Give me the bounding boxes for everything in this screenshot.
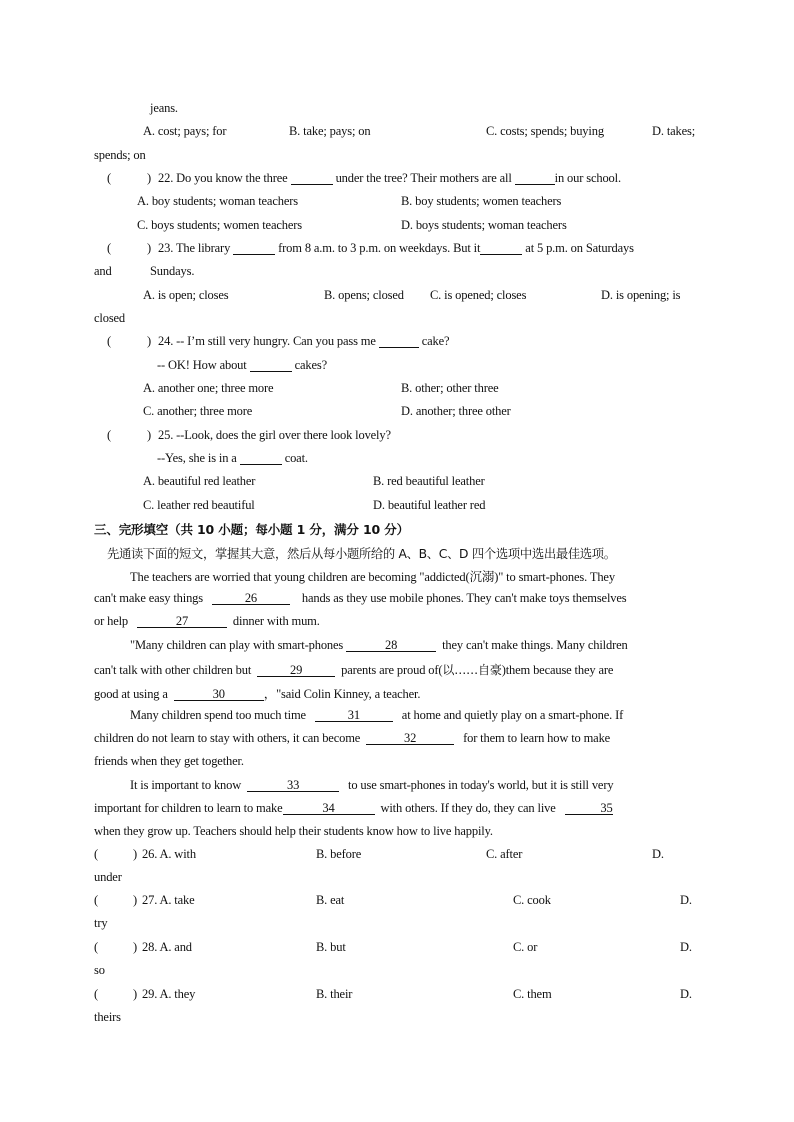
q27-option-c: C. cook [513,893,551,907]
q24-option-c: C. another; three more [143,404,253,418]
passage-text-cjk: 以……自豪 [442,663,502,677]
q28-number: 28. [142,940,158,954]
q24-number: 24. [158,334,174,348]
q25-text-1: --Look, does the girl over there look lovely? [176,428,391,442]
q22-text-2: under the tree? Their mothers are all [335,171,512,185]
passage-p2-line2 [94,661,613,678]
q26-option-a-line [142,847,196,862]
q25-option-d: D. beautiful leather red [373,498,486,512]
q23-text-2: from 8 a.m. to 3 p.m. on weekdays. But it [278,241,481,255]
q24-text-4: cakes? [294,358,327,372]
q23-option-a: A. is open; closes [143,288,229,302]
passage-p2-line3 [94,684,420,702]
blank-35: 35 [565,802,613,815]
q26-paren-open: ( [94,847,99,861]
passage-text: can't talk with other children but [94,663,252,677]
passage-p1-line1: The teachers are worried that young children are becoming "addicted(沉溺)" to smart-phones. They [130,570,615,584]
passage-text: hands as they use mobile phones. They can't make toys themselves [301,591,627,605]
blank-31: 31 [315,709,393,722]
passage-p4-line3: when they grow up. Teachers should help their students know how to live happily. [94,824,493,838]
blank-29: 29 [257,664,335,677]
q21-option-c: C. costs; spends; buying [486,124,604,138]
q29-paren-open: ( [94,987,99,1001]
q22-option-c: C. boys students; women teachers [137,218,302,232]
passage-p1-line3 [94,614,320,629]
q24-paren-open: ( [107,334,112,348]
passage-text: parents are proud of( [341,663,443,677]
q22-text-1: Do you know the three [176,171,288,185]
q29-option-d: D. [680,987,692,1001]
q29-number: 29. [142,987,158,1001]
q27-option-b: B. eat [316,893,345,907]
q23-number: 23. [158,241,174,255]
blank-27: 27 [137,615,227,628]
passage-text: they can't make things. Many children [442,638,628,652]
q22-option-b: B. boy students; women teachers [401,194,562,208]
q25-stem [158,428,391,443]
passage-p3-line3: friends when they get together. [94,754,244,768]
q23-and: and [94,264,112,278]
q23-option-c: C. is opened; closes [430,288,527,302]
q23-option-d: D. is opening; is [601,288,681,302]
q27-option-d: D. [680,893,692,907]
q22-text-3: in our school. [554,171,621,185]
q24-option-d: D. another; three other [401,404,511,418]
q23-option-d-cont: closed [94,311,126,325]
q27-option-d-text: try [94,916,108,930]
passage-text: good at using a [94,687,168,701]
q28-option-a: A. and [159,940,192,954]
q22-blank-1 [291,172,333,185]
q26-option-c: C. after [486,847,523,861]
q24-paren-close: ) [147,334,152,348]
passage-text: can't make easy things [94,591,203,605]
q27-option-a-line [142,893,195,908]
q28-option-d-text: so [94,963,105,977]
blank-30: 30 [174,688,264,701]
blank-32: 32 [366,732,454,745]
blank-34: 34 [283,802,375,815]
q22-number: 22. [158,171,174,185]
q24-text-1: -- I’m still very hungry. Can you pass me [176,334,376,348]
q24-stem [158,334,449,349]
q24-blank-2 [250,359,292,372]
q21-option-b: B. take; pays; on [289,124,371,138]
passage-p2-line1 [130,638,628,653]
q29-option-c: C. them [513,987,552,1001]
q25-paren-open: ( [107,428,112,442]
q25-option-b: B. red beautiful leather [373,474,485,488]
blank-33: 33 [247,779,339,792]
q25-response [157,451,308,466]
q23-sundays: Sundays. [150,264,195,278]
q26-paren-close: ) [133,847,138,861]
q29-option-b: B. their [316,987,353,1001]
q28-option-c: C. or [513,940,538,954]
q26-option-d-text: under [94,870,122,884]
q27-option-a: A. take [159,893,195,907]
q29-option-a: A. they [159,987,196,1001]
q23-text-3: at 5 p.m. on Saturdays [525,241,634,255]
q24-blank-1 [379,335,419,348]
passage-text: dinner with mum. [232,614,320,628]
passage-text: )them because they are [501,663,614,677]
q24-response [157,358,327,373]
q25-paren-close: ) [147,428,152,442]
q22-option-d: D. boys students; woman teachers [401,218,567,232]
passage-text: or help [94,614,129,628]
q26-option-d: D. [652,847,664,861]
q24-text-3: -- OK! How about [157,358,247,372]
q25-number: 25. [158,428,174,442]
q27-number: 27. [142,893,158,907]
passage-p3-line2 [94,731,610,746]
q25-blank [240,452,282,465]
q21-option-a: A. cost; pays; for [143,124,227,138]
q23-text-1: The library [175,241,231,255]
q23-blank-2 [480,242,522,255]
section-instruction: 先通读下面的短文，掌握其大意，然后从每小题所给的 A、B、C、D 四个选项中选出最佳选项。 [107,547,616,561]
q28-option-a-line [142,940,192,955]
q26-option-b: B. before [316,847,362,861]
passage-text: Many children spend too much time [130,708,306,722]
q27-paren-open: ( [94,893,99,907]
passage-text: with others. If they do, they can live [380,801,556,815]
passage-text: ，"said Colin Kinney, a teacher. [263,687,421,701]
q28-paren-open: ( [94,940,99,954]
q25-option-a: A. beautiful red leather [143,474,256,488]
passage-text: for them to learn how to make [463,731,611,745]
q27-paren-close: ) [133,893,138,907]
passage-text: to use smart-phones in today's world, but it is still very [348,778,614,792]
q21-stem-end: jeans. [150,101,178,115]
passage-text: at home and quietly play on a smart-phone. If [401,708,624,722]
q28-paren-close: ) [133,940,138,954]
q22-blank-2 [515,172,555,185]
q28-option-b: B. but [316,940,346,954]
passage-p4-line2 [94,801,613,816]
q24-option-b: B. other; other three [401,381,499,395]
passage-text: It is important to know [130,778,242,792]
q28-option-d: D. [680,940,692,954]
q29-paren-close: ) [133,987,138,1001]
q21-option-d-cont: spends; on [94,148,146,162]
q22-paren-open: ( [107,171,112,185]
q23-paren-close: ) [147,241,152,255]
q24-option-a: A. another one; three more [143,381,274,395]
q25-text-3: coat. [284,451,308,465]
q22-option-a: A. boy students; woman teachers [137,194,298,208]
blank-26: 26 [212,592,290,605]
q24-text-2: cake? [421,334,450,348]
q29-option-a-line [142,987,195,1002]
q26-option-a: A. with [159,847,196,861]
passage-text: children do not learn to stay with others, it can become [94,731,361,745]
passage-text: important for children to learn to make [94,801,283,815]
q29-option-d-text: theirs [94,1010,121,1024]
q21-option-d: D. takes; [652,124,696,138]
passage-p1-line2 [94,591,627,606]
passage-text: "Many children can play with smart-phones [130,638,344,652]
q25-text-2: --Yes, she is in a [157,451,237,465]
q22-paren-close: ) [147,171,152,185]
section-heading: 三、完形填空（共 10 小题；每小题 1 分，满分 10 分） [94,522,409,537]
q25-option-c: C. leather red beautiful [143,498,255,512]
passage-p3-line1 [130,708,623,723]
blank-28: 28 [346,639,436,652]
q23-stem [158,241,634,256]
q23-blank-1 [233,242,275,255]
q22-stem [158,171,621,186]
q23-paren-open: ( [107,241,112,255]
q23-option-b: B. opens; closed [324,288,404,302]
passage-p4-line1 [130,778,613,793]
q26-number: 26. [142,847,158,861]
